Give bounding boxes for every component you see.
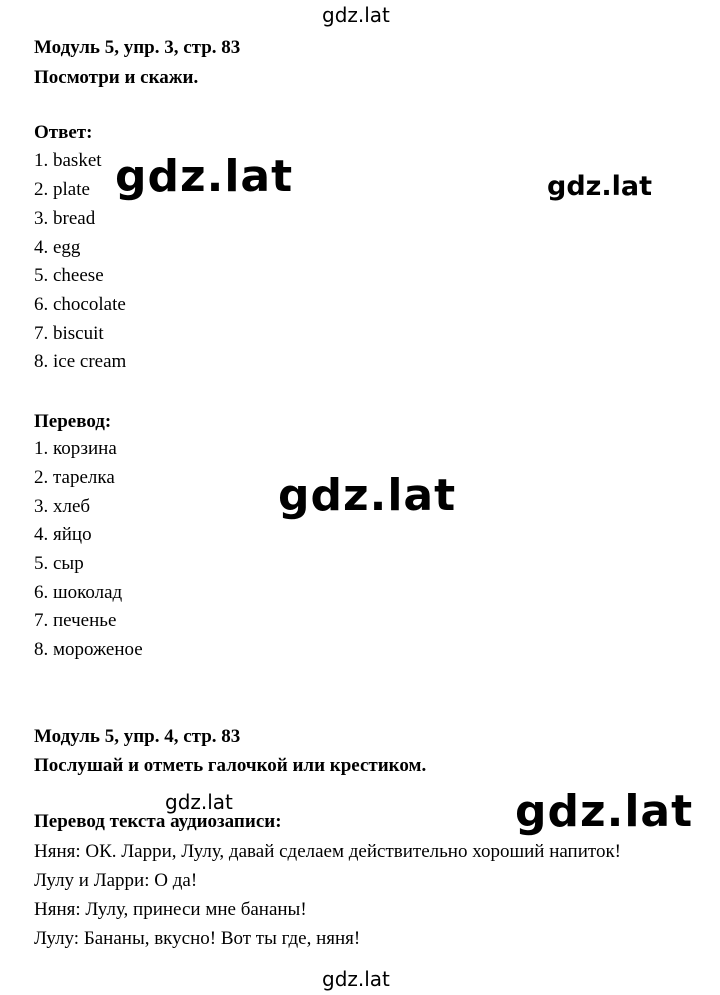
answer-item: 7. biscuit xyxy=(34,323,104,344)
translation-item: 4. яйцо xyxy=(34,524,92,545)
translation-item: 1. корзина xyxy=(34,438,117,459)
answer-item: 5. cheese xyxy=(34,265,104,286)
translation-item: 2. тарелка xyxy=(34,467,115,488)
answer-item: 8. ice cream xyxy=(34,351,127,372)
answer-item: 2. plate xyxy=(34,179,90,200)
translation-item: 3. хлеб xyxy=(34,496,91,517)
translation-item: 7. печенье xyxy=(34,610,117,631)
transcript-label: Перевод текста аудиозаписи: xyxy=(34,811,282,832)
section2-heading: Модуль 5, упр. 4, стр. 83 xyxy=(34,726,241,747)
watermark-right: gdz.lat xyxy=(547,171,653,202)
translation-item: 6. шоколад xyxy=(34,582,123,603)
answer-item: 6. chocolate xyxy=(34,294,126,315)
watermark-large: gdz.lat xyxy=(115,151,294,202)
translation-item: 8. мороженое xyxy=(34,639,143,660)
answer-item: 4. egg xyxy=(34,237,81,258)
answer-item: 3. bread xyxy=(34,208,96,229)
transcript-line: Няня: Лулу, принеси мне бананы! xyxy=(34,899,307,920)
transcript-line: Лулу: Бананы, вкусно! Вот ты где, няня! xyxy=(34,928,361,949)
section1-heading: Модуль 5, упр. 3, стр. 83 xyxy=(34,37,241,58)
watermark-top: gdz.lat xyxy=(322,3,390,27)
answer-label: Ответ: xyxy=(34,122,93,143)
translation-label: Перевод: xyxy=(34,411,112,432)
transcript-line: Лулу и Ларри: О да! xyxy=(34,870,198,891)
section1-task: Посмотри и скажи. xyxy=(34,67,199,88)
translation-item: 5. сыр xyxy=(34,553,84,574)
transcript-line: Няня: ОК. Ларри, Лулу, давай сделаем действительно хороший напиток! xyxy=(34,841,621,862)
answer-item: 1. basket xyxy=(34,150,102,171)
watermark-bottom: gdz.lat xyxy=(322,967,390,991)
watermark-large-bottom: gdz.lat xyxy=(515,786,694,837)
section2-task: Послушай и отметь галочкой или крестиком. xyxy=(34,755,427,776)
watermark-center: gdz.lat xyxy=(278,470,457,521)
watermark-small: gdz.lat xyxy=(165,790,233,814)
